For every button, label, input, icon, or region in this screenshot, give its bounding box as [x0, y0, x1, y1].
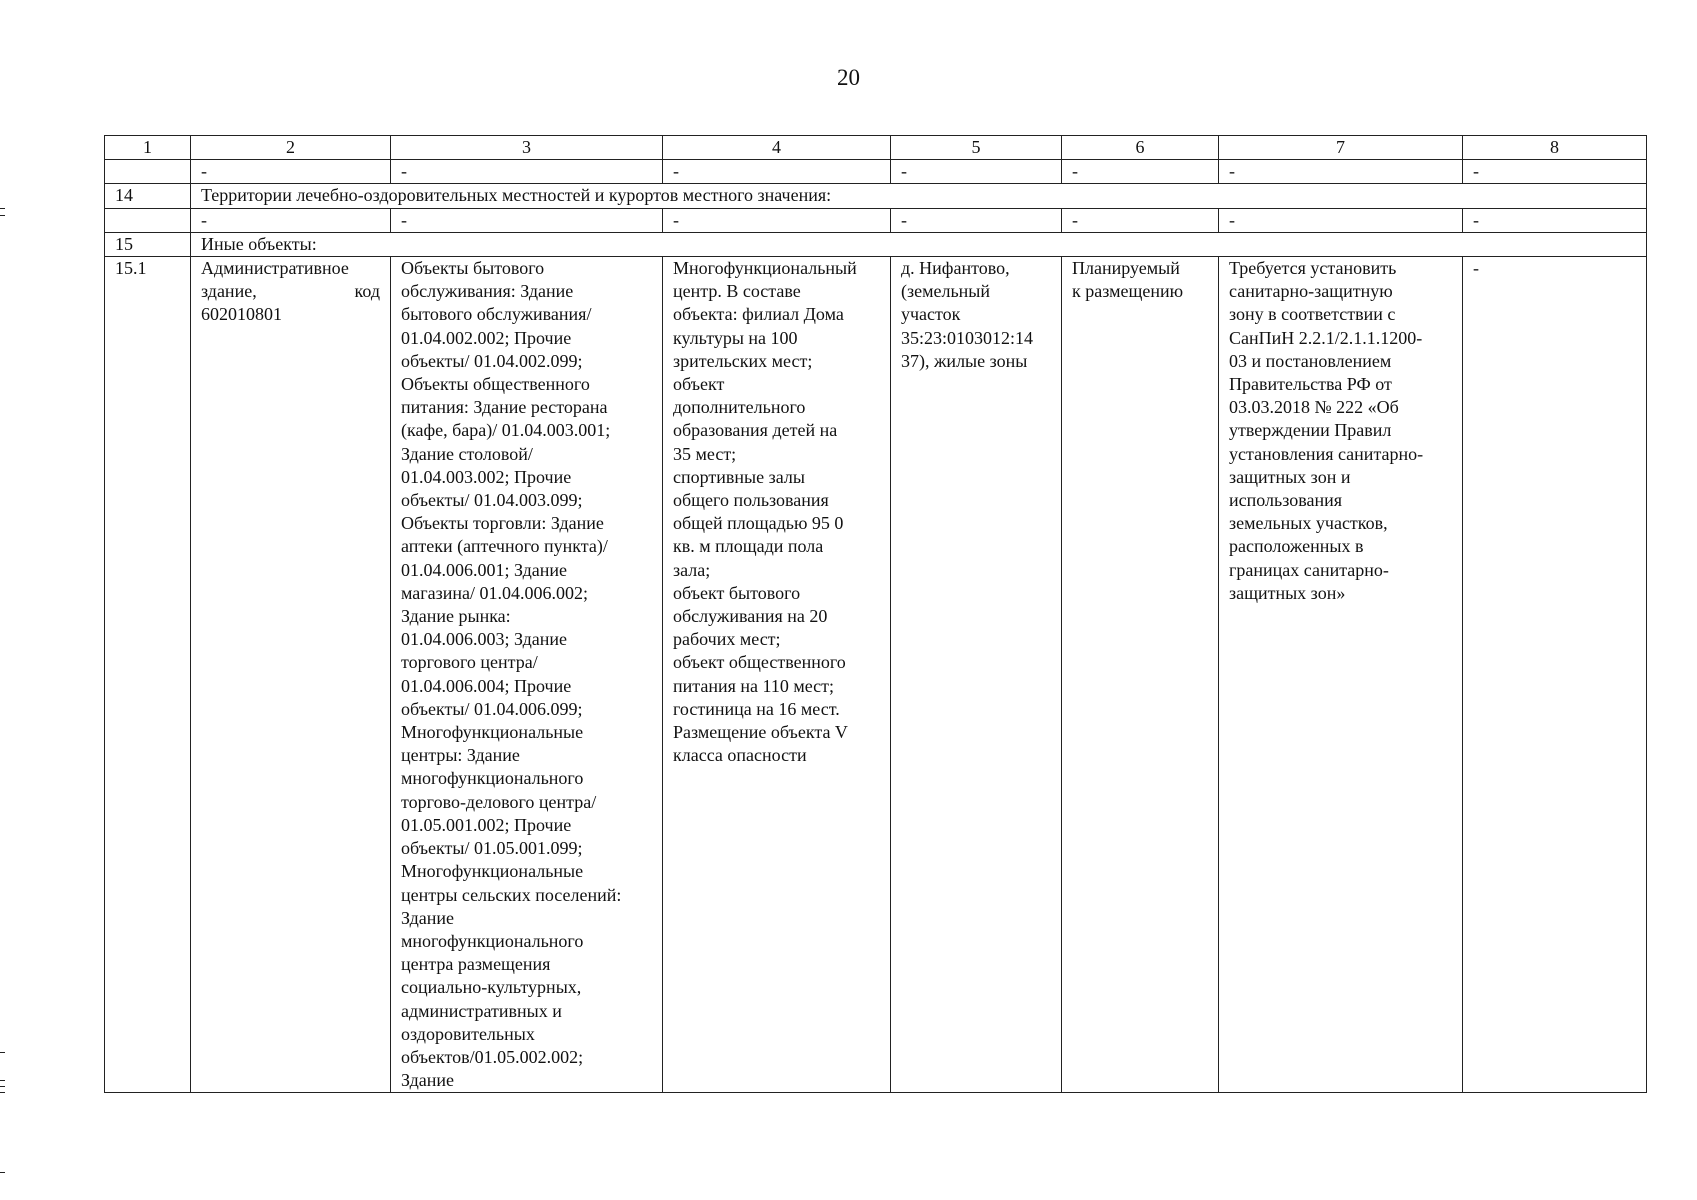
dash-cell: - [1219, 160, 1463, 184]
margin-mark [0, 1092, 5, 1093]
object-code: 602010801 [201, 304, 282, 325]
dash-cell: - [191, 160, 391, 184]
dash-cell: - [663, 160, 891, 184]
section-row-14 [105, 184, 1647, 208]
dash-cell: - [391, 208, 663, 232]
dash-cell: - [1463, 208, 1647, 232]
dash-cell: - [663, 208, 891, 232]
header-row [105, 136, 1647, 160]
empty-cell [105, 160, 191, 184]
header-cell-8: 8 [1463, 136, 1647, 160]
dash-cell: - [1062, 208, 1219, 232]
margin-mark [0, 1086, 5, 1087]
section-number: 14 [105, 184, 191, 208]
header-cell-6: 6 [1062, 136, 1219, 160]
object-name-cell [191, 257, 391, 1093]
header-cell-5: 5 [891, 136, 1062, 160]
object-description-cell: Многофункциональный центр. В составе объекта: филиал Дома культуры на 100 зрительских мест; объект дополнительного образования детей на 35 мест; спортивные залы общего пользования общей площадью 95 0 кв. м площади пола зала; объект бытового обслуживания на 20 рабочих мест; объект общественного питания на 110 мест; гостиница на 16 мест. Размещение объекта V класса опасности [663, 257, 891, 1093]
dash-cell: - [191, 208, 391, 232]
margin-mark [0, 1080, 5, 1081]
section-row-15 [105, 232, 1647, 256]
margin-mark [0, 1052, 5, 1053]
header-cell-7: 7 [1219, 136, 1463, 160]
header-cell-2: 2 [191, 136, 391, 160]
object-name-word: код [354, 281, 380, 302]
margin-mark [0, 208, 5, 209]
dash-cell: - [1463, 160, 1647, 184]
header-cell-3: 3 [391, 136, 663, 160]
row-number: 15.1 [105, 257, 191, 1093]
header-cell-4: 4 [663, 136, 891, 160]
dash-row [105, 208, 1647, 232]
page-number: 20 [837, 65, 860, 90]
section-title: Иные объекты: [191, 232, 1647, 256]
status-cell: Планируемый к размещению [1062, 257, 1219, 1093]
object-name-word: здание, [201, 281, 257, 302]
margin-mark [0, 1172, 5, 1173]
requirements-cell: Требуется установить санитарно-защитную зону в соответствии с СанПиН 2.2.1/2.1.1.1200- 03 и постановлением Правительства РФ от 03.03.2018 № 222 «Об утверждении Правил установления санитарно- защитных зон и использования земельных участков, расположенных в границах санитарно- защитных зон» [1219, 257, 1463, 1093]
table-row-15-1 [105, 257, 1647, 1093]
margin-mark [0, 215, 5, 216]
notes-cell: - [1463, 257, 1647, 1093]
section-number: 15 [105, 232, 191, 256]
dash-cell: - [1062, 160, 1219, 184]
dash-cell: - [391, 160, 663, 184]
dash-cell: - [891, 160, 1062, 184]
dash-cell: - [891, 208, 1062, 232]
header-cell-1: 1 [105, 136, 191, 160]
empty-cell [105, 208, 191, 232]
location-cell: д. Нифантово, (земельный участок 35:23:0103012:14 37), жилые зоны [891, 257, 1062, 1093]
object-name-line [201, 280, 380, 303]
object-name-line: Административное [201, 258, 349, 279]
object-types-cell: Объекты бытового обслуживания: Здание бытового обслуживания/ 01.04.002.002; Прочие объекты/ 01.04.002.099; Объекты общественного питания: Здание ресторана (кафе, бара)/ 01.04.003.001; Здание столовой/ 01.04.003.002; Прочие объекты/ 01.04.003.099; Объекты торговли: Здание аптеки (аптечного пункта)/ 01.04.006.001; Здание магазина/ 01.04.006.002; Здание рынка: 01.04.006.003; Здание торгового центра/ 01.04.006.004; Прочие объекты/ 01.04.006.099; Многофункциональные центры: Здание многофункционального торгово-делового центра/ 01.05.001.002; Прочие объекты/ 01.05.001.099; Многофункциональные центры сельских поселений: Здание многофункционального центра размещения социально-культурных, административных и оздоровительных объектов/01.05.002.002; Здание [391, 257, 663, 1093]
dash-row [105, 160, 1647, 184]
section-title: Территории лечебно-оздоровительных местностей и курортов местного значения: [191, 184, 1647, 208]
objects-table [104, 135, 1647, 1093]
dash-cell: - [1219, 208, 1463, 232]
